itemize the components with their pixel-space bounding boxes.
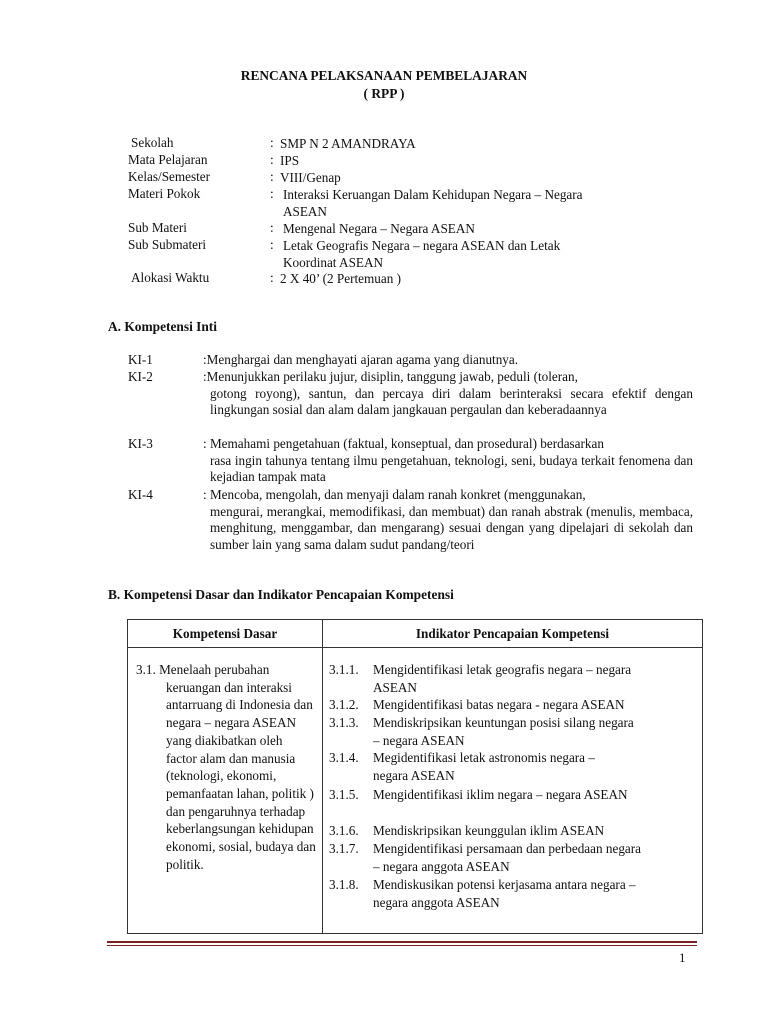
indicator-cont: – negara anggota ASEAN [373, 858, 510, 874]
indicator-text: Mendiskripsikan keunggulan iklim ASEAN [373, 823, 605, 838]
identity-value-materi-pokok-cont: ASEAN [283, 204, 327, 219]
identity-value-alokasi-waktu: 2 X 40’ (2 Pertemuan ) [280, 271, 401, 286]
ki-code: KI-4 [128, 487, 153, 502]
kd-table [127, 619, 703, 934]
identity-colon: : [270, 270, 274, 285]
identity-label-sekolah: Sekolah [131, 135, 174, 150]
section-a-heading: A. Kompetensi Inti [108, 319, 217, 334]
footer-rule-thin [107, 945, 697, 946]
indicator-cont: – negara ASEAN [373, 732, 465, 748]
indicator-item [329, 840, 699, 875]
identity-colon: : [270, 152, 274, 167]
identity-label-sub-submateri: Sub Submateri [128, 237, 207, 252]
identity-colon: : [270, 169, 274, 184]
table-header-indikator: Indikator Pencapaian Kompetensi [323, 620, 703, 648]
ki-4-text [203, 487, 693, 553]
indicator-text: Megidentifikasi letak astronomis negara – [373, 750, 595, 765]
indicator-item [329, 714, 699, 749]
identity-value-sub-submateri-cont: Koordinat ASEAN [283, 255, 384, 270]
indicator-number: 3.1.3. [329, 715, 359, 730]
indicator-text: Mengidentifikasi iklim negara – negara ASEAN [373, 787, 628, 802]
indicator-text: Mendiskusikan potensi kerjasama antara negara – [373, 877, 636, 892]
identity-label-sub-materi: Sub Materi [128, 220, 187, 235]
kd-description: keruangan dan interaksi antarruang di Indonesia dan negara – negara ASEAN yang diakibatkan oleh factor alam dan manusia (teknologi, ekonomi, pemanfaatan lahan, politik ) dan pengaruhnya terhadap keberlangsungan kehidupan ekonomi, sosial, budaya dan politik. [166, 679, 316, 872]
identity-colon: : [270, 237, 274, 252]
table-header-row [128, 620, 703, 648]
indicator-text: Mendiskripsikan keuntungan posisi silang negara [373, 715, 634, 730]
identity-colon: : [270, 220, 274, 235]
indicator-number: 3.1.5. [329, 787, 359, 802]
identity-label-mata-pelajaran: Mata Pelajaran [128, 152, 208, 167]
identity-value-sub-materi: Mengenal Negara – Negara ASEAN [283, 221, 475, 236]
ki-1-text [203, 352, 693, 369]
identity-value-sub-submateri: Letak Geografis Negara – negara ASEAN dan Letak [283, 238, 561, 253]
identity-label-materi-pokok: Materi Pokok [128, 186, 201, 201]
ki-code: KI-3 [128, 436, 153, 451]
indicator-text: Mengidentifikasi batas negara - negara ASEAN [373, 697, 625, 712]
identity-label-alokasi-waktu: Alokasi Waktu [131, 270, 210, 285]
indicator-cont: ASEAN [373, 679, 417, 695]
indicator-cont: negara anggota ASEAN [373, 894, 500, 910]
kd-text [136, 661, 316, 873]
indicator-number: 3.1.8. [329, 877, 359, 892]
ki-first-line: : Mencoba, mengolah, dan menyaji dalam ranah konkret (menggunakan, [203, 487, 586, 502]
indicator-item [329, 661, 699, 696]
table-header-kd: Kompetensi Dasar [128, 620, 323, 648]
ki-first-line: :Menunjukkan perilaku jujur, disiplin, tanggung jawab, peduli (toleran, [203, 369, 578, 384]
identity-colon: : [270, 135, 274, 150]
indicator-item [329, 786, 699, 804]
identity-value-materi-pokok: Interaksi Keruangan Dalam Kehidupan Negara – Negara [283, 187, 583, 202]
ki-2-text [203, 369, 693, 419]
identity-value-kelas-semester: VIII/Genap [280, 170, 341, 185]
indicator-item [329, 876, 699, 911]
page-number: 1 [679, 950, 686, 965]
indicator-text: Mengidentifikasi persamaan dan perbedaan negara [373, 841, 642, 856]
indicator-text: Mengidentifikasi letak geografis negara – negara [373, 662, 632, 677]
table-row [128, 648, 703, 934]
indicator-cont: negara ASEAN [373, 767, 455, 783]
ki-rest-text: mengurai, merangkai, memodifikasi, dan membuat) dan ranah abstrak (menulis, membaca, menghitung, menggambar, dan mengarang) sesuai dengan yang dipelajari di sekolah dan sumber lain yang sama dalam sudut pandang/teori [210, 503, 693, 552]
indicator-number: 3.1.1. [329, 662, 359, 677]
identity-value-sekolah: SMP N 2 AMANDRAYA [280, 136, 416, 151]
indicator-item [329, 749, 699, 784]
indicator-number: 3.1.2. [329, 697, 359, 712]
identity-colon: : [270, 186, 274, 201]
section-b-heading: B. Kompetensi Dasar dan Indikator Pencapaian Kompetensi [108, 587, 454, 602]
ki-rest-text: rasa ingin tahunya tentang ilmu pengetahuan, teknologi, seni, budaya terkait fenomena dan kejadian tampak mata [210, 452, 693, 485]
indicator-number: 3.1.6. [329, 823, 359, 838]
indicator-number: 3.1.7. [329, 841, 359, 856]
indicator-item [329, 696, 699, 714]
identity-label-kelas-semester: Kelas/Semester [128, 169, 211, 184]
ki-code: KI-1 [128, 352, 153, 367]
indicator-number: 3.1.4. [329, 750, 359, 765]
ki-rest-text: gotong royong), santun, dan percaya diri dalam berinteraksi secara efektif dengan lingkungan sosial dan alam dalam jangkauan pergaulan dan keberadaannya [210, 385, 693, 418]
identity-value-mata-pelajaran: IPS [280, 153, 300, 168]
ki-code: KI-2 [128, 369, 153, 384]
kd-cell [128, 648, 323, 934]
document-subtitle: ( RPP ) [363, 86, 405, 101]
footer-rule [107, 941, 697, 943]
ki-first-line: : Memahami pengetahuan (faktual, konseptual, dan prosedural) berdasarkan [203, 436, 604, 451]
ki-first-line: :Menghargai dan menghayati ajaran agama yang dianutnya. [203, 352, 519, 367]
indicator-cell [323, 648, 703, 934]
kd-number: 3.1. Menelaah perubahan [136, 662, 270, 677]
indicator-item [329, 822, 699, 840]
document-title: RENCANA PELAKSANAAN PEMBELAJARAN [240, 68, 528, 83]
ki-3-text [203, 436, 693, 486]
